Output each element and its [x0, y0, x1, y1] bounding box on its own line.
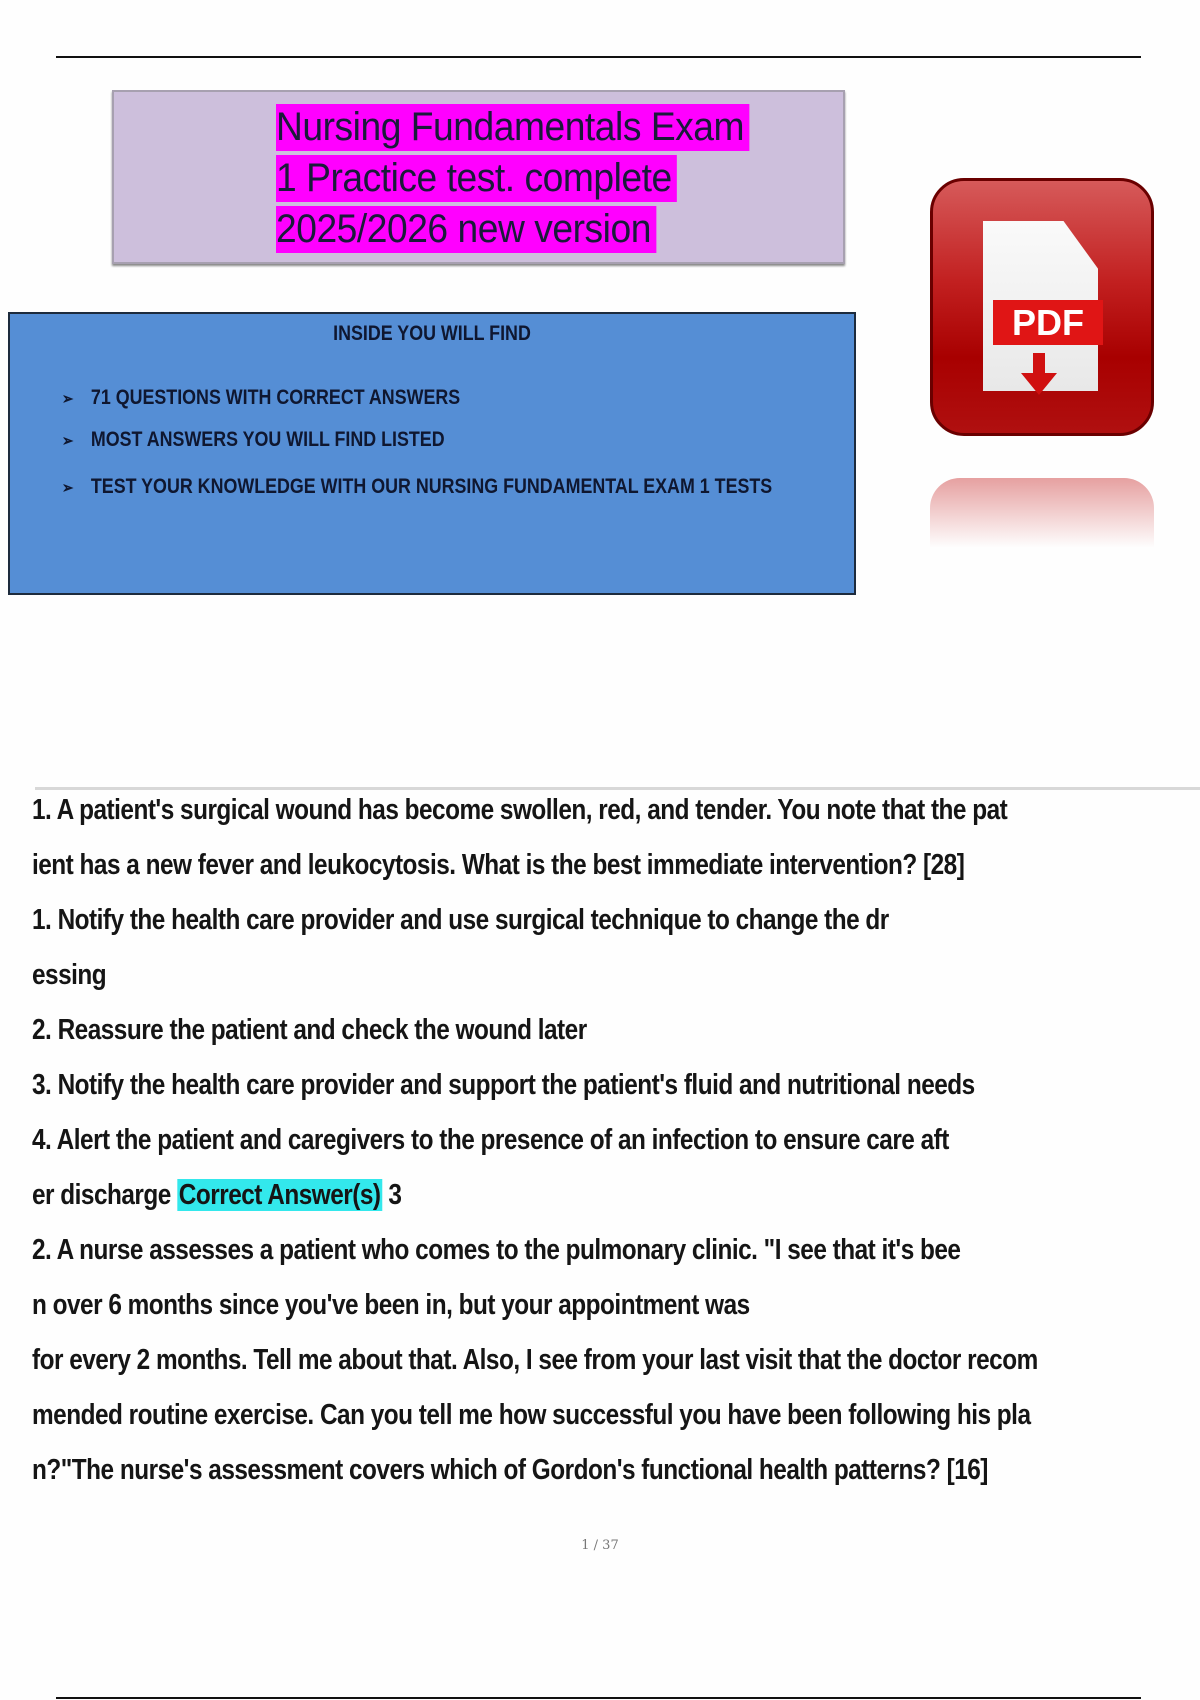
text-line: n?"The nurse's assessment covers which of Gordon's functional health patterns? [16] — [32, 1454, 988, 1486]
arrowhead-bullet-icon: ➢ — [62, 480, 74, 497]
text-line: 2. A nurse assesses a patient who comes to the pulmonary clinic. "I see that it's bee — [32, 1234, 961, 1266]
text-line: ient has a new fever and leukocytosis. What is the best immediate intervention? [28] — [32, 849, 965, 881]
info-item — [62, 428, 445, 452]
arrow-down-icon — [1033, 353, 1045, 379]
bottom-rule — [56, 1697, 1141, 1699]
correct-answer-highlight: Correct Answer(s) — [178, 1179, 381, 1211]
info-heading: INSIDE YOU WILL FIND — [333, 322, 531, 345]
pdf-label: PDF — [993, 300, 1103, 345]
answer-line — [32, 1168, 1038, 1223]
text-line: 1. Notify the health care provider and use surgical technique to change the dr — [32, 904, 889, 936]
text-line: for every 2 months. Tell me about that. Also, I see from your last visit that the doctor recom — [32, 1344, 1038, 1376]
text-line: n over 6 months since you've been in, but your appointment was — [32, 1289, 750, 1321]
page-number: 1 / 37 — [581, 1538, 619, 1553]
answer-prefix: er discharge — [32, 1179, 178, 1211]
info-box — [8, 312, 856, 595]
arrowhead-bullet-icon: ➢ — [62, 391, 74, 408]
info-item — [62, 386, 460, 410]
question-text — [32, 783, 1200, 1498]
text-line: essing — [32, 959, 107, 991]
text-line: 3. Notify the health care provider and support the patient's fluid and nutritional needs — [32, 1069, 975, 1101]
pdf-icon-reflection — [930, 478, 1154, 548]
pdf-download-icon — [930, 178, 1154, 436]
text-line: 1. A patient's surgical wound has become swollen, red, and tender. You note that the pat — [32, 794, 1008, 826]
answer-value: 3 — [382, 1179, 402, 1211]
top-rule — [56, 56, 1141, 58]
text-line: 2. Reassure the patient and check the wound later — [32, 1014, 587, 1046]
text-line: 4. Alert the patient and caregivers to the presence of an infection to ensure care aft — [32, 1124, 949, 1156]
info-item-text: 71 QUESTIONS WITH CORRECT ANSWERS — [90, 386, 461, 409]
title-line: 1 Practice test. complete — [276, 155, 677, 202]
title-line: Nursing Fundamentals Exam — [276, 104, 750, 151]
text-line: mended routine exercise. Can you tell me how successful you have been following his pla — [32, 1399, 1031, 1431]
title-box — [112, 90, 845, 264]
info-item-text: MOST ANSWERS YOU WILL FIND LISTED — [90, 428, 445, 451]
info-item-text: TEST YOUR KNOWLEDGE WITH OUR NURSING FUNDAMENTAL EXAM 1 TESTS — [90, 475, 773, 498]
arrowhead-bullet-icon: ➢ — [62, 433, 74, 450]
title-line: 2025/2026 new version — [276, 206, 657, 253]
info-item — [62, 475, 772, 499]
